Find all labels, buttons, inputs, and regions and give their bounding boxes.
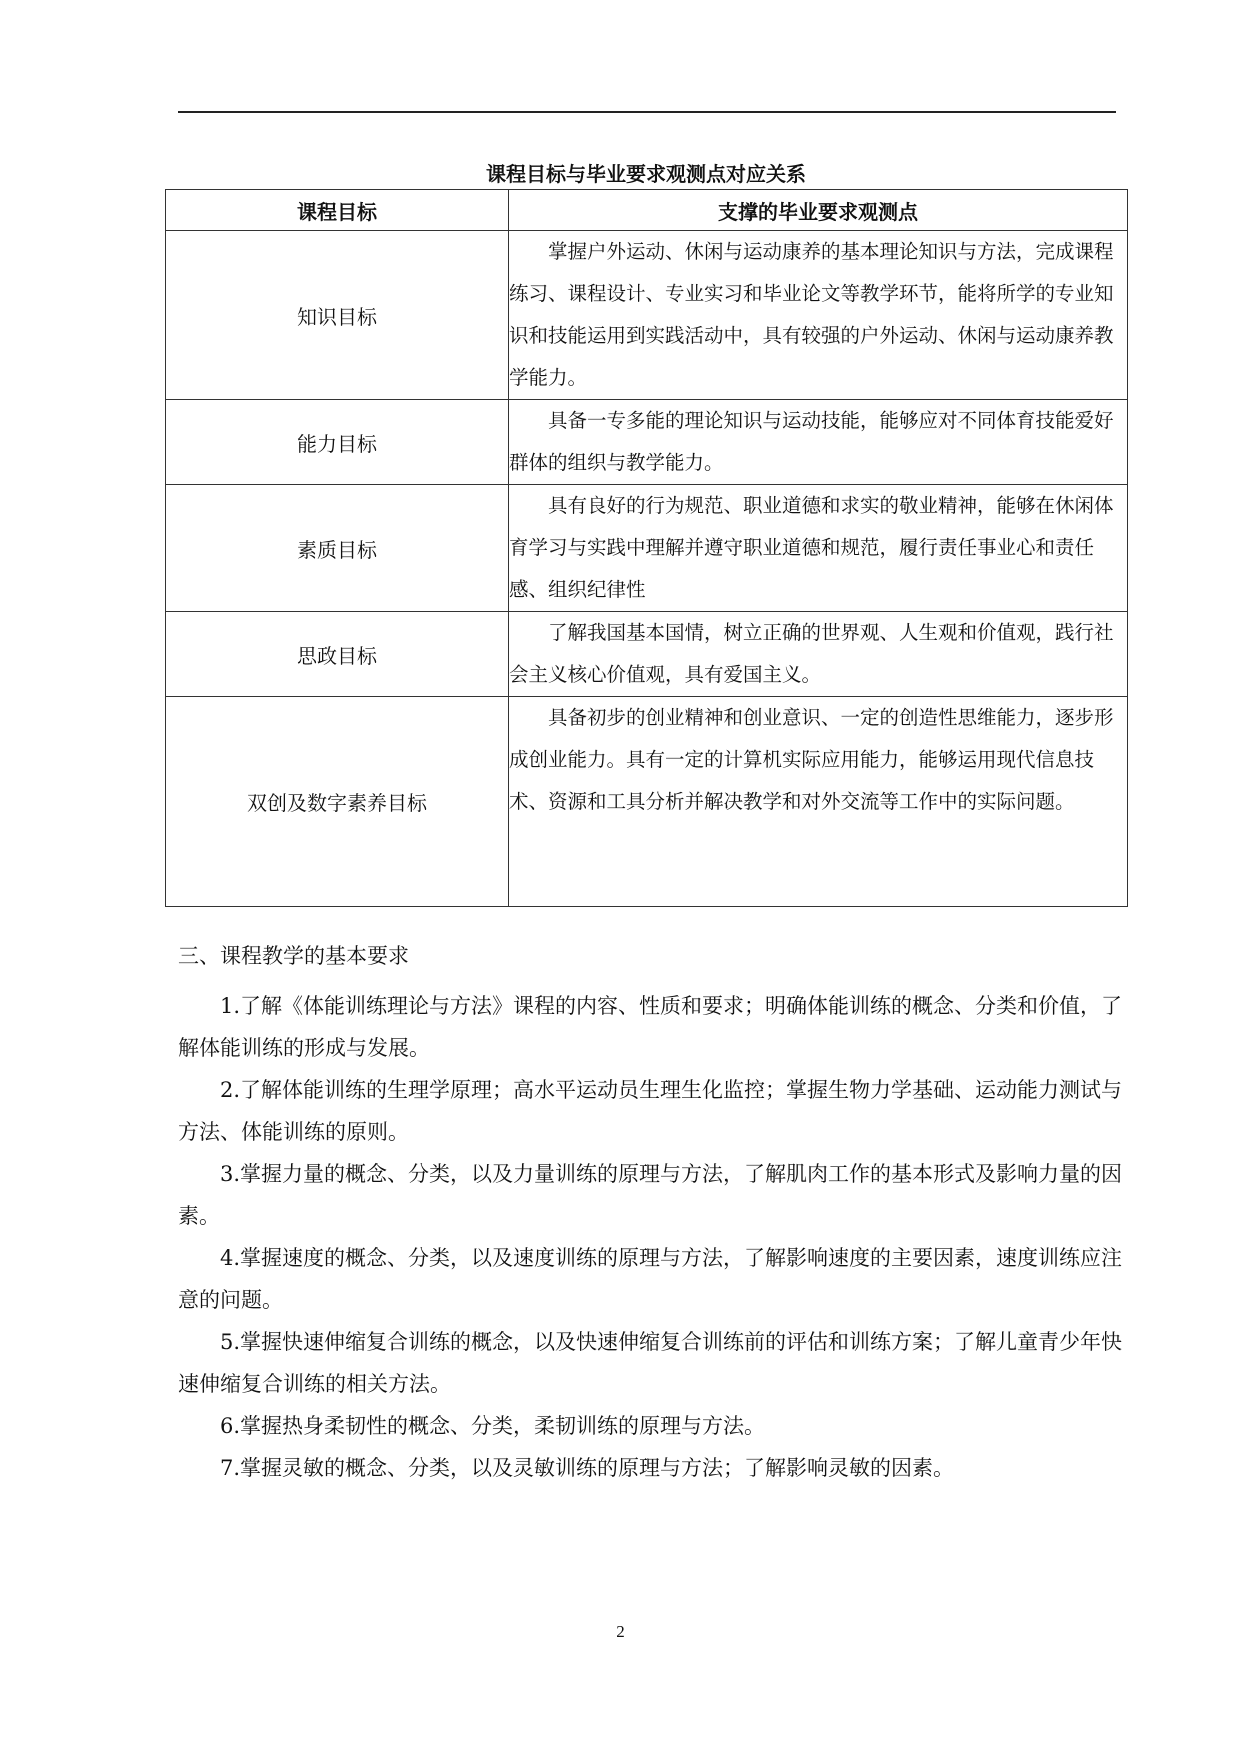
list-item: 7.掌握灵敏的概念、分类，以及灵敏训练的原理与方法；了解影响灵敏的因素。: [220, 1456, 955, 1480]
header-course-goal: 课程目标: [166, 190, 509, 231]
table-header-row: [166, 190, 1128, 231]
table-row: [166, 485, 1128, 612]
header-graduation-requirement: 支撑的毕业要求观测点: [509, 190, 1128, 231]
support-text: 具备初步的创业精神和创业意识、一定的创造性思维能力，逐步形成创业能力。具有一定的计算机实际应用能力，能够运用现代信息技术、资源和工具分析并解决教学和对外交流等工作中的实际问题。: [509, 706, 1114, 813]
list-item: 5.掌握快速伸缩复合训练的概念，以及快速伸缩复合训练前的评估和训练方案；了解儿童青少年快速伸缩复合训练的相关方法。: [178, 1330, 1123, 1396]
support-text: 掌握户外运动、休闲与运动康养的基本理论知识与方法，完成课程练习、课程设计、专业实习和毕业论文等教学环节，能将所学的专业知识和技能运用到实践活动中，具有较强的户外运动、休闲与运动康养教学能力。: [509, 240, 1114, 389]
list-item: 4.掌握速度的概念、分类，以及速度训练的原理与方法，了解影响速度的主要因素，速度训练应注意的问题。: [178, 1246, 1123, 1312]
support-text: 了解我国基本国情，树立正确的世界观、人生观和价值观，践行社会主义核心价值观，具有爱国主义。: [509, 621, 1114, 686]
goal-cell: 双创及数字素养目标: [166, 697, 509, 907]
list-item: 3.掌握力量的概念、分类，以及力量训练的原理与方法，了解肌肉工作的基本形式及影响力量的因素。: [178, 1162, 1123, 1228]
support-cell: [509, 697, 1128, 907]
support-cell: [509, 231, 1128, 400]
support-text: 具备一专多能的理论知识与运动技能，能够应对不同体育技能爱好群体的组织与教学能力。: [509, 409, 1114, 474]
table-row: [166, 697, 1128, 907]
goal-cell: 能力目标: [166, 400, 509, 485]
list-item: 6.掌握热身柔韧性的概念、分类，柔韧训练的原理与方法。: [220, 1414, 766, 1438]
support-text: 具有良好的行为规范、职业道德和求实的敬业精神，能够在休闲体育学习与实践中理解并遵守职业道德和规范，履行责任事业心和责任感、组织纪律性: [509, 494, 1114, 601]
table-row: [166, 231, 1128, 400]
table-caption: 课程目标与毕业要求观测点对应关系: [486, 162, 806, 186]
page-number: 2: [616, 1622, 625, 1641]
support-cell: [509, 612, 1128, 697]
list-item: 2.了解体能训练的生理学原理；高水平运动员生理生化监控；掌握生物力学基础、运动能力测试与方法、体能训练的原则。: [178, 1078, 1123, 1144]
table-row: [166, 612, 1128, 697]
header-rule: [178, 111, 1116, 113]
goal-cell: 知识目标: [166, 231, 509, 400]
objectives-table: [165, 189, 1128, 907]
goal-cell: 思政目标: [166, 612, 509, 697]
support-cell: [509, 485, 1128, 612]
support-cell: [509, 400, 1128, 485]
table-row: [166, 400, 1128, 485]
section-heading: 三、课程教学的基本要求: [178, 944, 409, 968]
goal-cell: 素质目标: [166, 485, 509, 612]
requirements-list: [178, 985, 1123, 1489]
list-item: 1.了解《体能训练理论与方法》课程的内容、性质和要求；明确体能训练的概念、分类和价值，了解体能训练的形成与发展。: [178, 994, 1123, 1060]
